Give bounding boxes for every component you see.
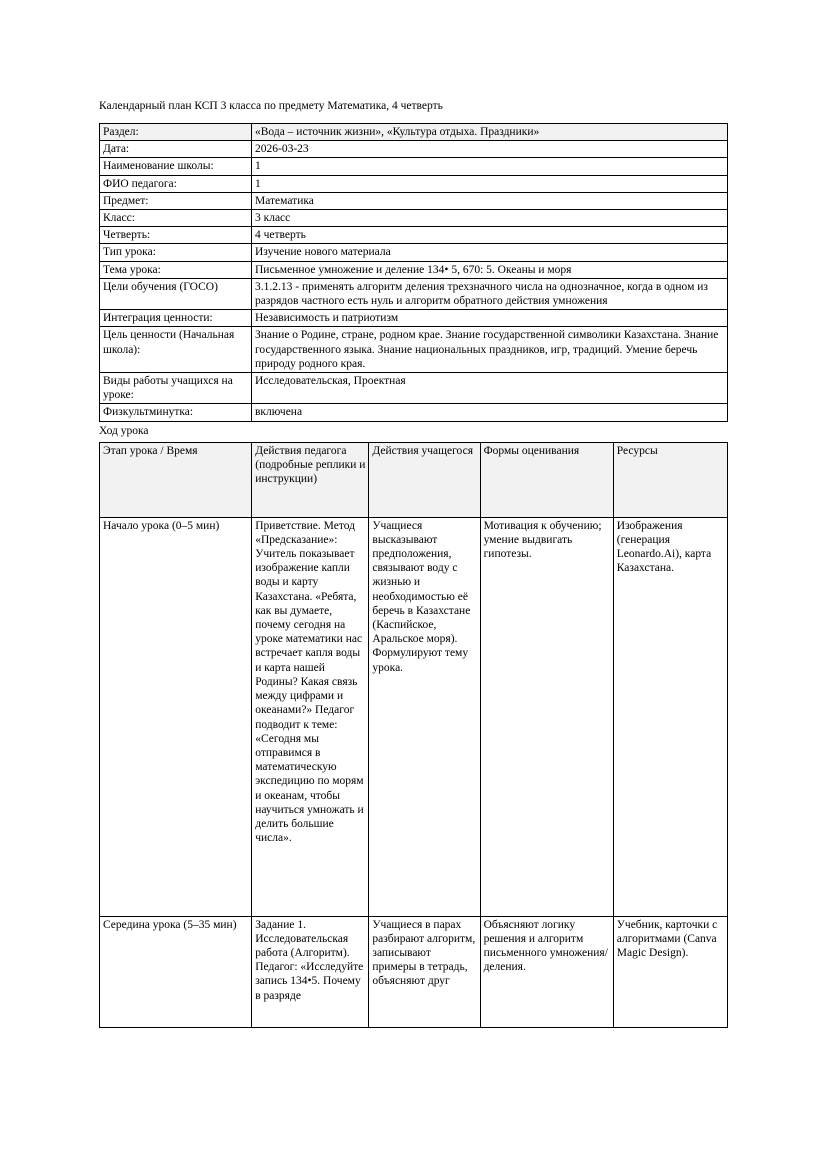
info-label: Раздел: bbox=[100, 124, 252, 141]
table-row bbox=[100, 158, 728, 175]
document-content bbox=[99, 99, 728, 1028]
info-value: 2026-03-23 bbox=[252, 141, 728, 158]
column-header-stage: Этап урока / Время bbox=[100, 442, 252, 517]
table-row bbox=[100, 261, 728, 278]
table-row bbox=[100, 210, 728, 227]
cell-teacher-actions: Приветствие. Метод «Предсказание»: Учитель показывает изображение капли воды и карту Казахстана. «Ребята, как вы думаете, почему сегодня на уроке математики нас встречает капля воды и карта нашей Родины? Какая связь между цифрами и океанами?» Педагог подводит к теме: «Сегодня мы отправимся в математическую экспедицию по морям и океанам, чтобы научиться умножать и делить большие числа». bbox=[252, 517, 369, 916]
lesson-flow-header bbox=[100, 442, 728, 517]
table-row bbox=[100, 124, 728, 141]
info-label: Физкультминутка: bbox=[100, 404, 252, 421]
cell-stage: Начало урока (0–5 мин) bbox=[100, 517, 252, 916]
info-value: включена bbox=[252, 404, 728, 421]
table-row bbox=[100, 916, 728, 1027]
cell-teacher-actions: Задание 1. Исследовательская работа (Алгоритм). Педагог: «Исследуйте запись 134•5. Почему в разряде bbox=[252, 916, 369, 1027]
info-label: Класс: bbox=[100, 210, 252, 227]
cell-stage: Середина урока (5–35 мин) bbox=[100, 916, 252, 1027]
info-value: 1 bbox=[252, 158, 728, 175]
lesson-info-table bbox=[99, 123, 728, 422]
table-row bbox=[100, 517, 728, 916]
info-value: 4 четверть bbox=[252, 227, 728, 244]
table-row bbox=[100, 192, 728, 209]
column-header-student-actions: Действия учащегося bbox=[369, 442, 480, 517]
cell-resources: Изображения (генерация Leonardo.Ai), карта Казахстана. bbox=[613, 517, 727, 916]
info-value: Исследовательская, Проектная bbox=[252, 373, 728, 404]
info-value: Независимость и патриотизм bbox=[252, 310, 728, 327]
info-label: Виды работы учащихся на уроке: bbox=[100, 373, 252, 404]
info-label: Наименование школы: bbox=[100, 158, 252, 175]
info-value: 1 bbox=[252, 175, 728, 192]
cell-assessment: Мотивация к обучению; умение выдвигать гипотезы. bbox=[480, 517, 613, 916]
lesson-flow-table bbox=[99, 442, 728, 1028]
info-label: Тема урока: bbox=[100, 261, 252, 278]
table-row bbox=[100, 310, 728, 327]
info-label: Цель ценности (Начальная школа): bbox=[100, 327, 252, 373]
table-row bbox=[100, 278, 728, 309]
info-value: 3 класс bbox=[252, 210, 728, 227]
cell-student-actions: Учащиеся в парах разбирают алгоритм, записывают примеры в тетрадь, объясняют друг bbox=[369, 916, 480, 1027]
info-label: Четверть: bbox=[100, 227, 252, 244]
table-row bbox=[100, 227, 728, 244]
info-label: ФИО педагога: bbox=[100, 175, 252, 192]
table-row bbox=[100, 141, 728, 158]
lesson-flow-body bbox=[100, 517, 728, 1027]
table-row bbox=[100, 244, 728, 261]
info-value: Изучение нового материала bbox=[252, 244, 728, 261]
info-value: Письменное умножение и деление 134• 5, 670: 5. Океаны и моря bbox=[252, 261, 728, 278]
cell-assessment: Объясняют логику решения и алгоритм письменного умножения/деления. bbox=[480, 916, 613, 1027]
cell-student-actions: Учащиеся высказывают предположения, связывают воду с жизнью и необходимостью её беречь в Казахстане (Каспийское, Аральское моря). Формулируют тему урока. bbox=[369, 517, 480, 916]
column-header-resources: Ресурсы bbox=[613, 442, 727, 517]
info-value: Математика bbox=[252, 192, 728, 209]
table-row bbox=[100, 327, 728, 373]
info-label: Цели обучения (ГОСО) bbox=[100, 278, 252, 309]
info-label: Интеграция ценности: bbox=[100, 310, 252, 327]
column-header-teacher-actions: Действия педагога (подробные реплики и инструкции) bbox=[252, 442, 369, 517]
info-value: 3.1.2.13 - применять алгоритм деления трехзначного числа на однозначное, когда в одном из разрядов частного есть нуль и алгоритм обратного действия умножения bbox=[252, 278, 728, 309]
page-title: Календарный план КСП 3 класса по предмету Математика, 4 четверть bbox=[99, 100, 443, 112]
info-label: Дата: bbox=[100, 141, 252, 158]
table-row bbox=[100, 373, 728, 404]
info-value: «Вода – источник жизни», «Культура отдыха. Праздники» bbox=[252, 124, 728, 141]
info-label: Тип урока: bbox=[100, 244, 252, 261]
cell-resources: Учебник, карточки с алгоритмами (Canva Magic Design). bbox=[613, 916, 727, 1027]
section-heading-lesson-flow: Ход урока bbox=[99, 424, 149, 437]
info-label: Предмет: bbox=[100, 192, 252, 209]
table-row bbox=[100, 404, 728, 421]
lesson-info-body bbox=[100, 124, 728, 422]
info-value: Знание о Родине, стране, родном крае. Знание государственной символики Казахстана. Знание государственного языка. Знание национальных праздников, игр, традиций. Умение беречь природу родного края. bbox=[252, 327, 728, 373]
column-header-assessment: Формы оценивания bbox=[480, 442, 613, 517]
table-row bbox=[100, 175, 728, 192]
table-header-row bbox=[100, 442, 728, 517]
